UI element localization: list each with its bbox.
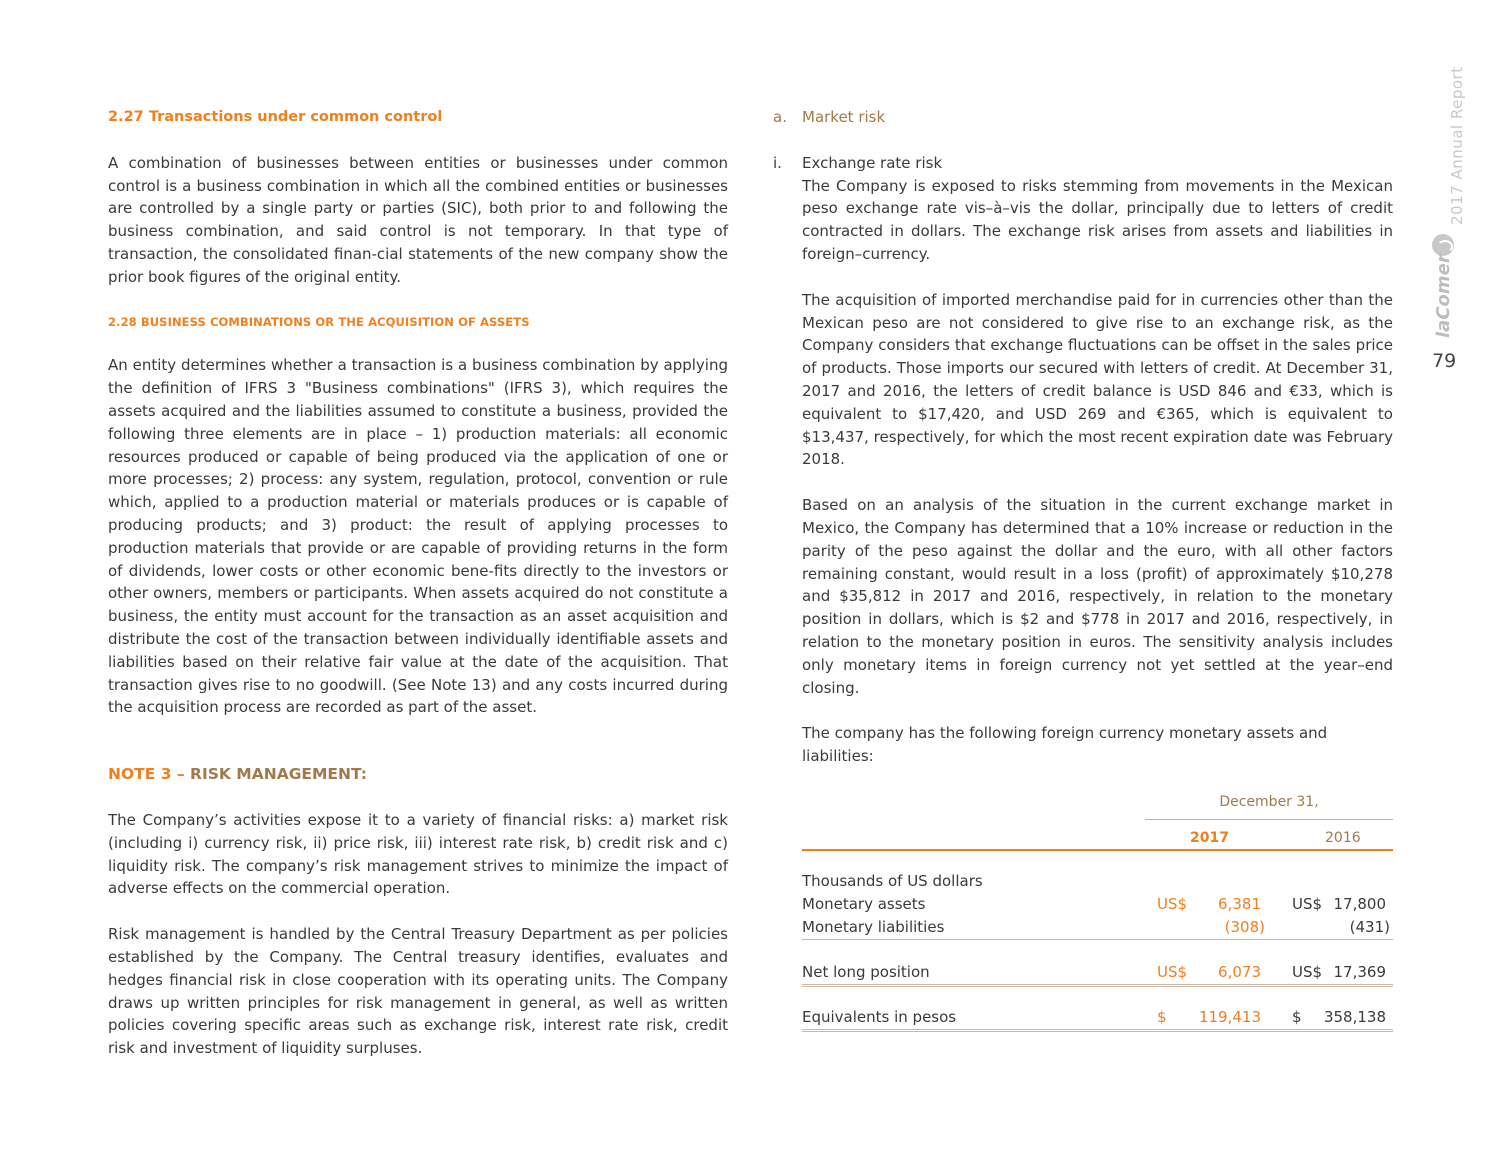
row-currency-2016: US$ [1292, 894, 1323, 913]
row-value-2016: (431) [1349, 917, 1390, 936]
paragraph-2-28: An entity determines whether a transaction is a business combination by applying the definition of IFRS 3 "Business combinations" (IFRS 3), which requires the assets acquired and the liabilities assumed to constitute a business, provided the following three elements are in place – 1) production materials: all economic resources produced or capable of being produced via the application of one or more processes; 2) process: any system, regulation, protocol, convention or rule which, applied to a production material or materials produces or is capable of producing products; and 3) product: the result of applying processes to production materials that provide or are capable of providing returns in the form of dividends, lower costs or other economic bene-fits directly to the investors or other owners, members or participants. When assets acquired do not constitute a business, the entity must account for the transaction as an asset acquisition and distribute the cost of the transaction between individually identifiable assets and liabilities based on their relative fair value at the date of the acquisition. That transaction gives rise to no goodwill. (See Note 13) and any costs incurred during the acquisition process are recorded as part of the asset. [108, 356, 728, 717]
equiv-value-2017: 119,413 [1198, 1007, 1261, 1026]
la-comer-logo-icon [1432, 234, 1454, 256]
table-row-equivalents [802, 1006, 1393, 1029]
table-years-row [802, 821, 1393, 849]
table-row-net [802, 961, 1393, 984]
paragraph-exchange-2: The acquisition of imported merchandise paid for in currencies other than the Mexican peso are not considered to give rise to an exchange risk, as the Company considers that exchange fluctuations can be offset in the sales price of products. Those imports our secured with letters of credit. At December 31, 2017 and 2016, the letters of credit balance is USD 846 and €33, which is equivalent to $17,420, and USD 269 and €365, which is equivalent to $13,437, respectively, for which the most recent expiration date was February 2018. [802, 290, 1393, 469]
table-row [802, 893, 1393, 916]
note-3-heading [108, 763, 728, 786]
table-year-2017: 2017 [1190, 829, 1229, 846]
la-comer-logo: laComer [1433, 254, 1454, 338]
net-currency-2017: US$ [1157, 962, 1188, 981]
table-year-2016: 2016 [1325, 829, 1361, 846]
net-value-2016: 17,369 [1333, 962, 1386, 981]
table-period-label: December 31, [1219, 793, 1319, 810]
equiv-label: Equivalents in pesos [802, 1007, 957, 1026]
currency-table [802, 791, 1393, 1032]
right-column [773, 106, 1393, 1032]
left-column [108, 106, 728, 1060]
equiv-currency-2017: $ [1157, 1007, 1167, 1026]
equiv-currency-2016: $ [1292, 1007, 1302, 1026]
equiv-value-2016: 358,138 [1323, 1007, 1386, 1026]
list-marker-a: a. [773, 108, 787, 126]
table-section-row [802, 870, 1393, 893]
market-risk-title: Market risk [802, 108, 886, 126]
row-value-2017: (308) [1224, 917, 1265, 936]
row-value-2016: 17,800 [1333, 894, 1386, 913]
net-value-2017: 6,073 [1218, 962, 1261, 981]
row-label: Monetary assets [802, 894, 926, 913]
note-3-title: RISK MANAGEMENT: [184, 765, 367, 784]
row-value-2017: 6,381 [1218, 894, 1261, 913]
net-currency-2016: US$ [1292, 962, 1323, 981]
table-section-label: Thousands of US dollars [802, 871, 983, 890]
paragraph-exchange-1: The Company is exposed to risks stemming from movements in the Mexican peso exchange rate vis–à–vis the dollar, principally due to letters of credit contracted in dollars. The exchange risk arises from assets and liabilities in foreign–currency. [802, 176, 1393, 263]
table-period-header [802, 791, 1393, 821]
row-currency-2017: US$ [1157, 894, 1188, 913]
paragraph-exchange-3: Based on an analysis of the situation in the current exchange market in Mexico, the Company has determined that a 10% increase or reduction in the parity of the peso against the dollar and the euro, with all other factors remaining constant, would result in a loss (profit) of approximately $10,278 and $35,812 in 2017 and 2016, respectively, in relation to the monetary position in dollars, which is $2 and $778 in 2017 and 2016, respectively, in relation to the monetary position in euros. The sensitivity analysis includes only monetary items in foreign currency not yet settled at the year–end closing. [802, 496, 1393, 697]
row-label: Monetary liabilities [802, 917, 945, 936]
annual-report-label: 2017 Annual Report [1448, 66, 1466, 225]
paragraph-risk-intro: The Company’s activities expose it to a variety of financial risks: a) market risk (including i) currency risk, ii) price risk, iii) interest rate risk, b) credit risk and c) liquidity risk. The company’s risk management strives to minimize the impact of adverse effects on the commercial operation. [108, 810, 728, 898]
exchange-rate-risk-title: Exchange rate risk [802, 153, 943, 172]
section-heading-2-28: 2.28 BUSINESS COMBINATIONS OR THE ACQUISITION OF ASSETS [108, 314, 530, 329]
section-heading-2-27: 2.27 Transactions under common control [108, 109, 443, 125]
paragraph-risk-management: Risk management is handled by the Central Treasury Department as per policies established by the Company. The Central treasury identifies, evaluates and hedges financial risk in close cooperation with its operating units. The Company draws up written principles for risk management in general, as well as written policies covering specific areas such as exchange risk, interest rate risk, credit risk and investment of liquidity surpluses. [108, 925, 728, 1058]
note-3-number: NOTE 3 – [108, 765, 185, 784]
list-marker-i: i. [773, 153, 782, 172]
table-row [802, 916, 1393, 939]
page-number: 79 [1432, 350, 1457, 372]
net-label: Net long position [802, 962, 930, 981]
market-risk-heading [773, 106, 1393, 129]
paragraph-2-27: A combination of businesses between entities or businesses under common control is a business combination in which all the combined entities or businesses are controlled by a single party or parties (SIC), both prior to and following the business combination, and said control is not temporary. In that type of transaction, the consolidated finan-cial statements of the new company show the prior book figures of the original entity. [108, 153, 728, 286]
paragraph-exchange-4: The company has the following foreign currency monetary assets and liabilities: [802, 724, 1328, 766]
exchange-rate-risk-block [773, 152, 1393, 768]
